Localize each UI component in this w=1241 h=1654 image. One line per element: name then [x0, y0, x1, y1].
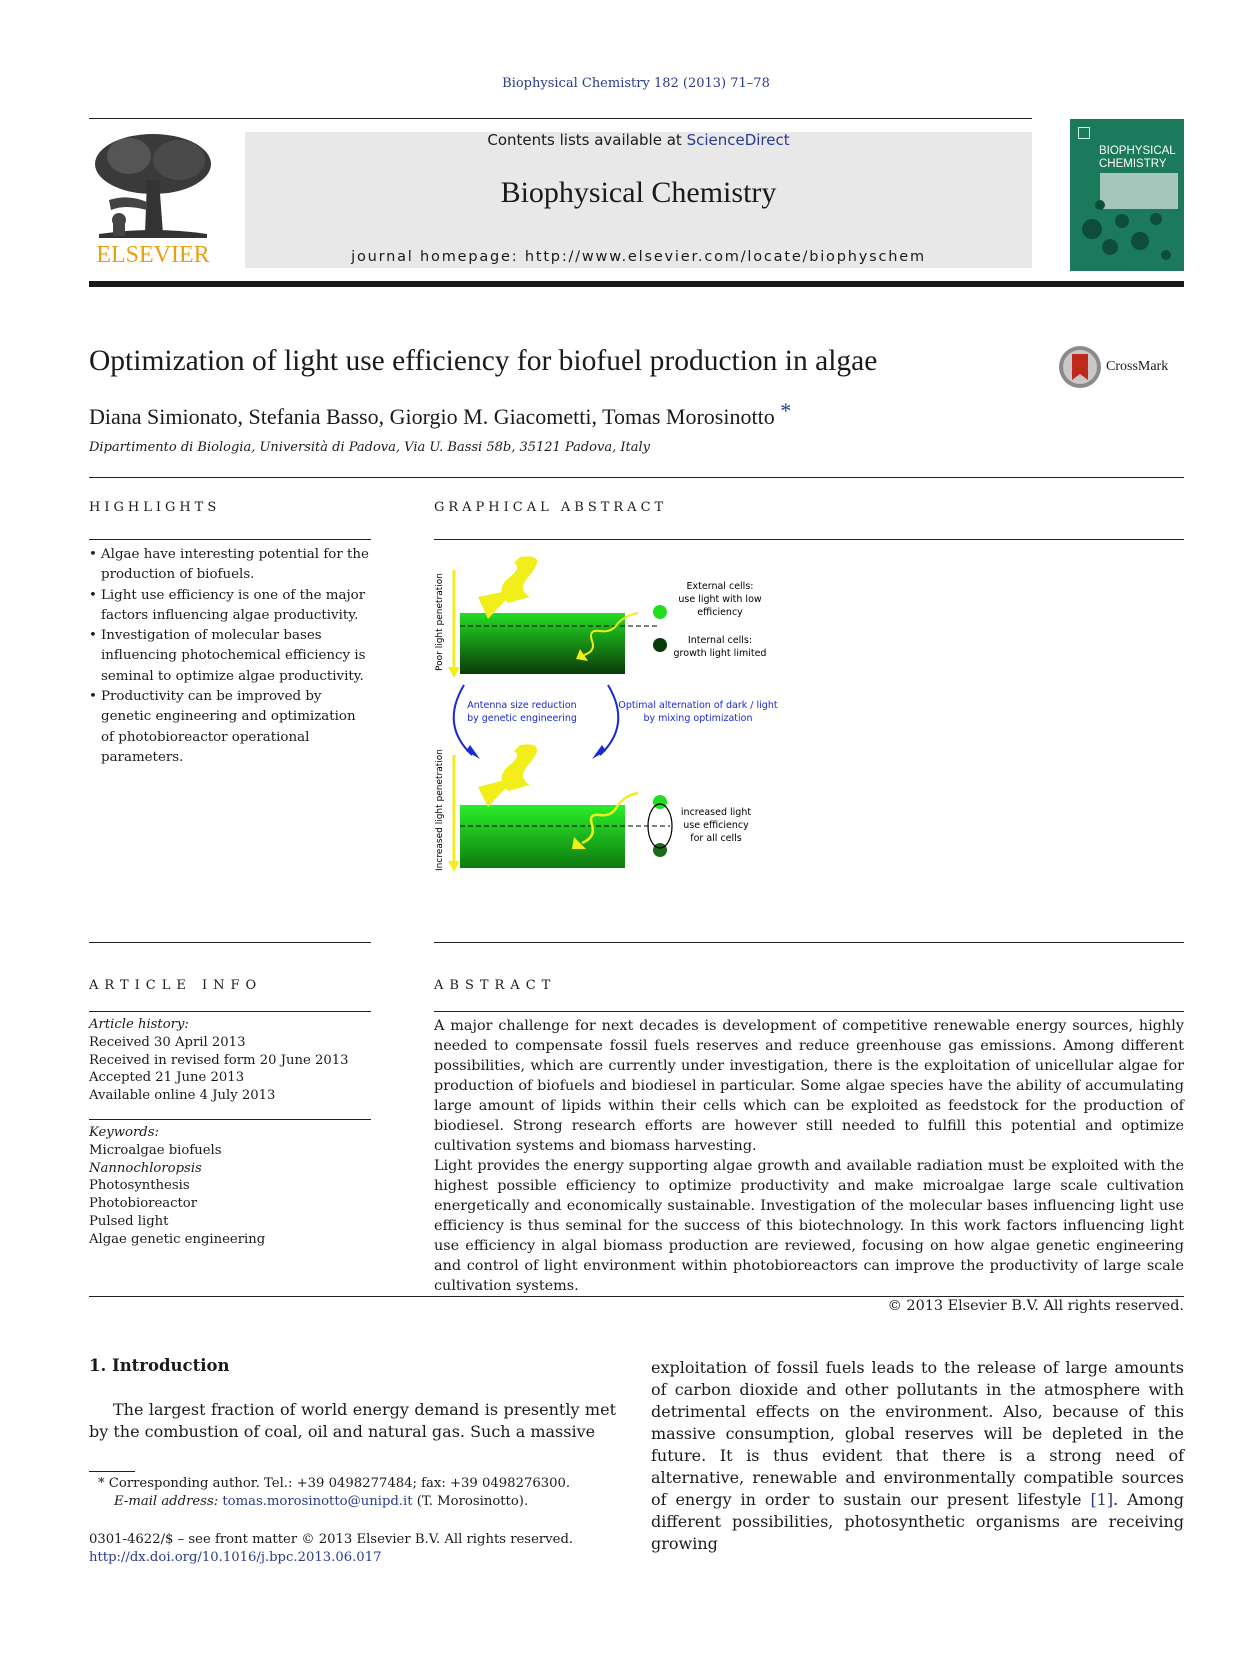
keywords-label: Keywords: [89, 1125, 159, 1140]
sciencedirect-link[interactable]: ScienceDirect [686, 131, 790, 149]
list-item: • Light use efficiency is one of the major factors influencing algae productivity. [89, 586, 371, 627]
increased-efficiency-label: increased light [680, 807, 752, 818]
intro-col2-text [651, 1357, 1184, 1555]
footnote-rule [89, 1471, 135, 1472]
mixing-label-2: by mixing optimization [643, 713, 753, 724]
footnote-corresponding [98, 1475, 618, 1511]
list-item: Received 30 April 2013 [89, 1034, 246, 1050]
graphical-abstract-heading: GRAPHICAL ABSTRACT [434, 500, 668, 515]
email-link[interactable]: tomas.morosinotto@unipd.it [222, 1494, 413, 1509]
footnote-corr: Corresponding author. Tel.: +39 0498277484; fax: +39 0498276300. [108, 1476, 571, 1491]
list-item: Pulsed light [89, 1213, 169, 1229]
abstract-paragraph-2: Light provides the energy supporting algae growth and available radiation must be exploited with the highest possible efficiency to optimize productivity and make microalgae large scale cultivation energetically and economically sustainable. Investigation of the molecular bases influencing light use efficiency is thus seminal for the success of this biotechnology. In this work factors influencing light use efficiency in algal biomass production are reviewed, focusing on how algae genetic engineering and control of light environment within photobioreactors can improve the productivity of large scale cultivation systems. [434, 1158, 1184, 1294]
axis-arrowhead-bottom [448, 861, 460, 872]
axis-label-top: Poor light penetration [435, 573, 445, 671]
title-bottom-rule [89, 477, 1184, 478]
internal-cells-label: Internal cells: [687, 635, 753, 646]
axis-label-bottom: Increased light penetration [435, 749, 445, 871]
cover-title: BIOPHYSICAL CHEMISTRY [1099, 145, 1176, 170]
light-arrowhead-bottom [478, 777, 516, 807]
internal-cell-dot [653, 638, 667, 652]
internal-cells-label-2: growth light limited [673, 648, 767, 659]
citation[interactable]: Biophysical Chemistry 182 (2013) 71–78 [502, 76, 770, 91]
article-info-rule [89, 1011, 371, 1012]
authors: Diana Simionato, Stefania Basso, Giorgio M. Giacometti, Tomas Morosinotto [89, 404, 775, 429]
header-top-rule [89, 118, 1032, 119]
list-item: Available online 4 July 2013 [89, 1088, 276, 1104]
list-item: • Productivity can be improved by genetic engineering and optimization of photobioreactor operational parameters. [89, 687, 371, 768]
highlights-end-rule [89, 942, 371, 943]
history-label: Article history: [89, 1017, 189, 1032]
crossmark-icon [1057, 344, 1103, 390]
email-owner: (T. Morosinotto). [416, 1494, 529, 1509]
highlights-list [89, 545, 371, 768]
abstract-paragraph-1: A major challenge for next decades is development of competitive renewable energy sources, highly needed to compensate fossil fuels reserves and reduce greenhouse gas emissions. Among different possibilities, which are currently under investigation, there is the exploitation of unicellular algae for production of biofuels and biodiesel in particular. Some algae species have the ability of accumulating large amount of lipids within their cells which can be exploited as feedstock for the production of biodiesel. Strong research efforts are however still needed to fulfill this potential and optimize cultivation systems and biomass harvesting. [434, 1018, 1184, 1154]
list-item: • Investigation of molecular bases influencing photochemical efficiency is seminal to optimize algae productivity. [89, 626, 371, 687]
article-info-heading: ARTICLE INFO [89, 978, 263, 993]
elsevier-logo [89, 130, 217, 272]
citation-link-1[interactable]: [1] [1090, 1490, 1114, 1509]
authors-line [89, 398, 791, 430]
list-item: Accepted 21 June 2013 [89, 1070, 245, 1086]
contents-prefix: Contents lists available at [487, 131, 682, 149]
intro-col2-part-a: exploitation of fossil fuels leads to the release of large amounts of carbon dioxide and other pollutants in the atmosphere with detrimental effects on the environment. Also, because of this massive consumption, global reserves will be depleted in the future. It is thus evident that there is a strong need of alternative, renewable and environmentally compatible sources of energy in order to sustain our present lifestyle [651, 1358, 1184, 1509]
graphical-abstract-figure [430, 545, 790, 875]
cell-dot-top [653, 795, 667, 809]
graphical-abstract-rule [434, 539, 1184, 540]
crossmark-badge[interactable] [1057, 344, 1187, 390]
list-item: Nannochloropsis [89, 1160, 202, 1176]
footnote-line-1 [98, 1475, 618, 1493]
blue-arrowhead-right [592, 745, 606, 759]
increased-efficiency-label-2: use efficiency [683, 820, 749, 831]
highlights-rule [89, 539, 371, 540]
abstract-rule [434, 1011, 1184, 1012]
intro-col1-text: The largest fraction of world energy demand is presently met by the combustion of coal, oil and natural gas. Such a massive [89, 1400, 616, 1441]
graphical-abstract-end-rule [434, 942, 1184, 943]
list-item: Photobioreactor [89, 1196, 198, 1212]
highlights-heading: HIGHLIGHTS [89, 500, 221, 515]
list-item: • Algae have interesting potential for the production of biofuels. [89, 545, 371, 586]
external-cells-label: External cells: [686, 581, 754, 592]
blue-arrowhead-left [466, 745, 480, 759]
crossmark-label: CrossMark [1106, 359, 1169, 374]
email-label: E-mail address: [114, 1494, 219, 1509]
increased-efficiency-label-3: for all cells [690, 833, 742, 844]
blue-arrow-right [600, 685, 618, 755]
cell-dot-bottom [653, 843, 667, 857]
article-history [89, 1016, 371, 1105]
elsevier-wordmark: ELSEVIER [96, 242, 210, 268]
elsevier-tree-icon [89, 130, 217, 242]
antenna-label: Antenna size reduction [467, 700, 577, 711]
external-cells-label-3: efficiency [697, 607, 743, 618]
keywords-rule [89, 1119, 371, 1120]
list-item: Received in revised form 20 June 2013 [89, 1052, 349, 1068]
footnote-star: * [98, 1476, 105, 1491]
contents-line [245, 131, 1032, 149]
doi-link[interactable]: http://dx.doi.org/10.1016/j.bpc.2013.06.017 [89, 1550, 382, 1565]
algae-culture-top [460, 613, 625, 674]
cover-dots-icon [1070, 199, 1184, 271]
list-item: Photosynthesis [89, 1178, 190, 1194]
mixing-label: Optimal alternation of dark / light [618, 700, 778, 711]
axis-arrowhead-top [448, 667, 460, 678]
journal-title[interactable]: Biophysical Chemistry [500, 176, 777, 209]
intro-col2-part-b: . Among different possibilities, photosynthetic organisms are receiving growing [651, 1490, 1185, 1553]
list-item: Algae genetic engineering [89, 1231, 266, 1247]
article-title: Optimization of light use efficiency for biofuel production in algae [89, 345, 878, 377]
author-mark[interactable]: * [780, 398, 792, 423]
journal-cover[interactable] [1070, 119, 1184, 271]
antenna-label-2: by genetic engineering [467, 713, 577, 724]
abstract-body [434, 1016, 1184, 1316]
journal-homepage[interactable]: journal homepage: http://www.elsevier.com/locate/biophyschem [351, 249, 926, 265]
external-cells-label-2: use light with low [678, 594, 762, 605]
abstract-end-rule [89, 1296, 1184, 1297]
list-item: Microalgae biofuels [89, 1142, 222, 1158]
external-cell-dot [653, 605, 667, 619]
header-thick-rule [89, 281, 1184, 287]
front-matter: 0301-4622/$ – see front matter © 2013 Elsevier B.V. All rights reserved. [89, 1532, 574, 1547]
footnote-line-2 [98, 1493, 618, 1511]
affiliation: Dipartimento di Biologia, Università di Padova, Via U. Bassi 58b, 35121 Padova, Italy [89, 440, 650, 455]
keywords [89, 1124, 371, 1249]
abstract-heading: ABSTRACT [434, 978, 557, 993]
abstract-copyright: © 2013 Elsevier B.V. All rights reserved. [887, 1298, 1184, 1314]
section-heading-introduction: 1. Introduction [89, 1356, 230, 1375]
cover-logo-mark [1078, 127, 1090, 139]
